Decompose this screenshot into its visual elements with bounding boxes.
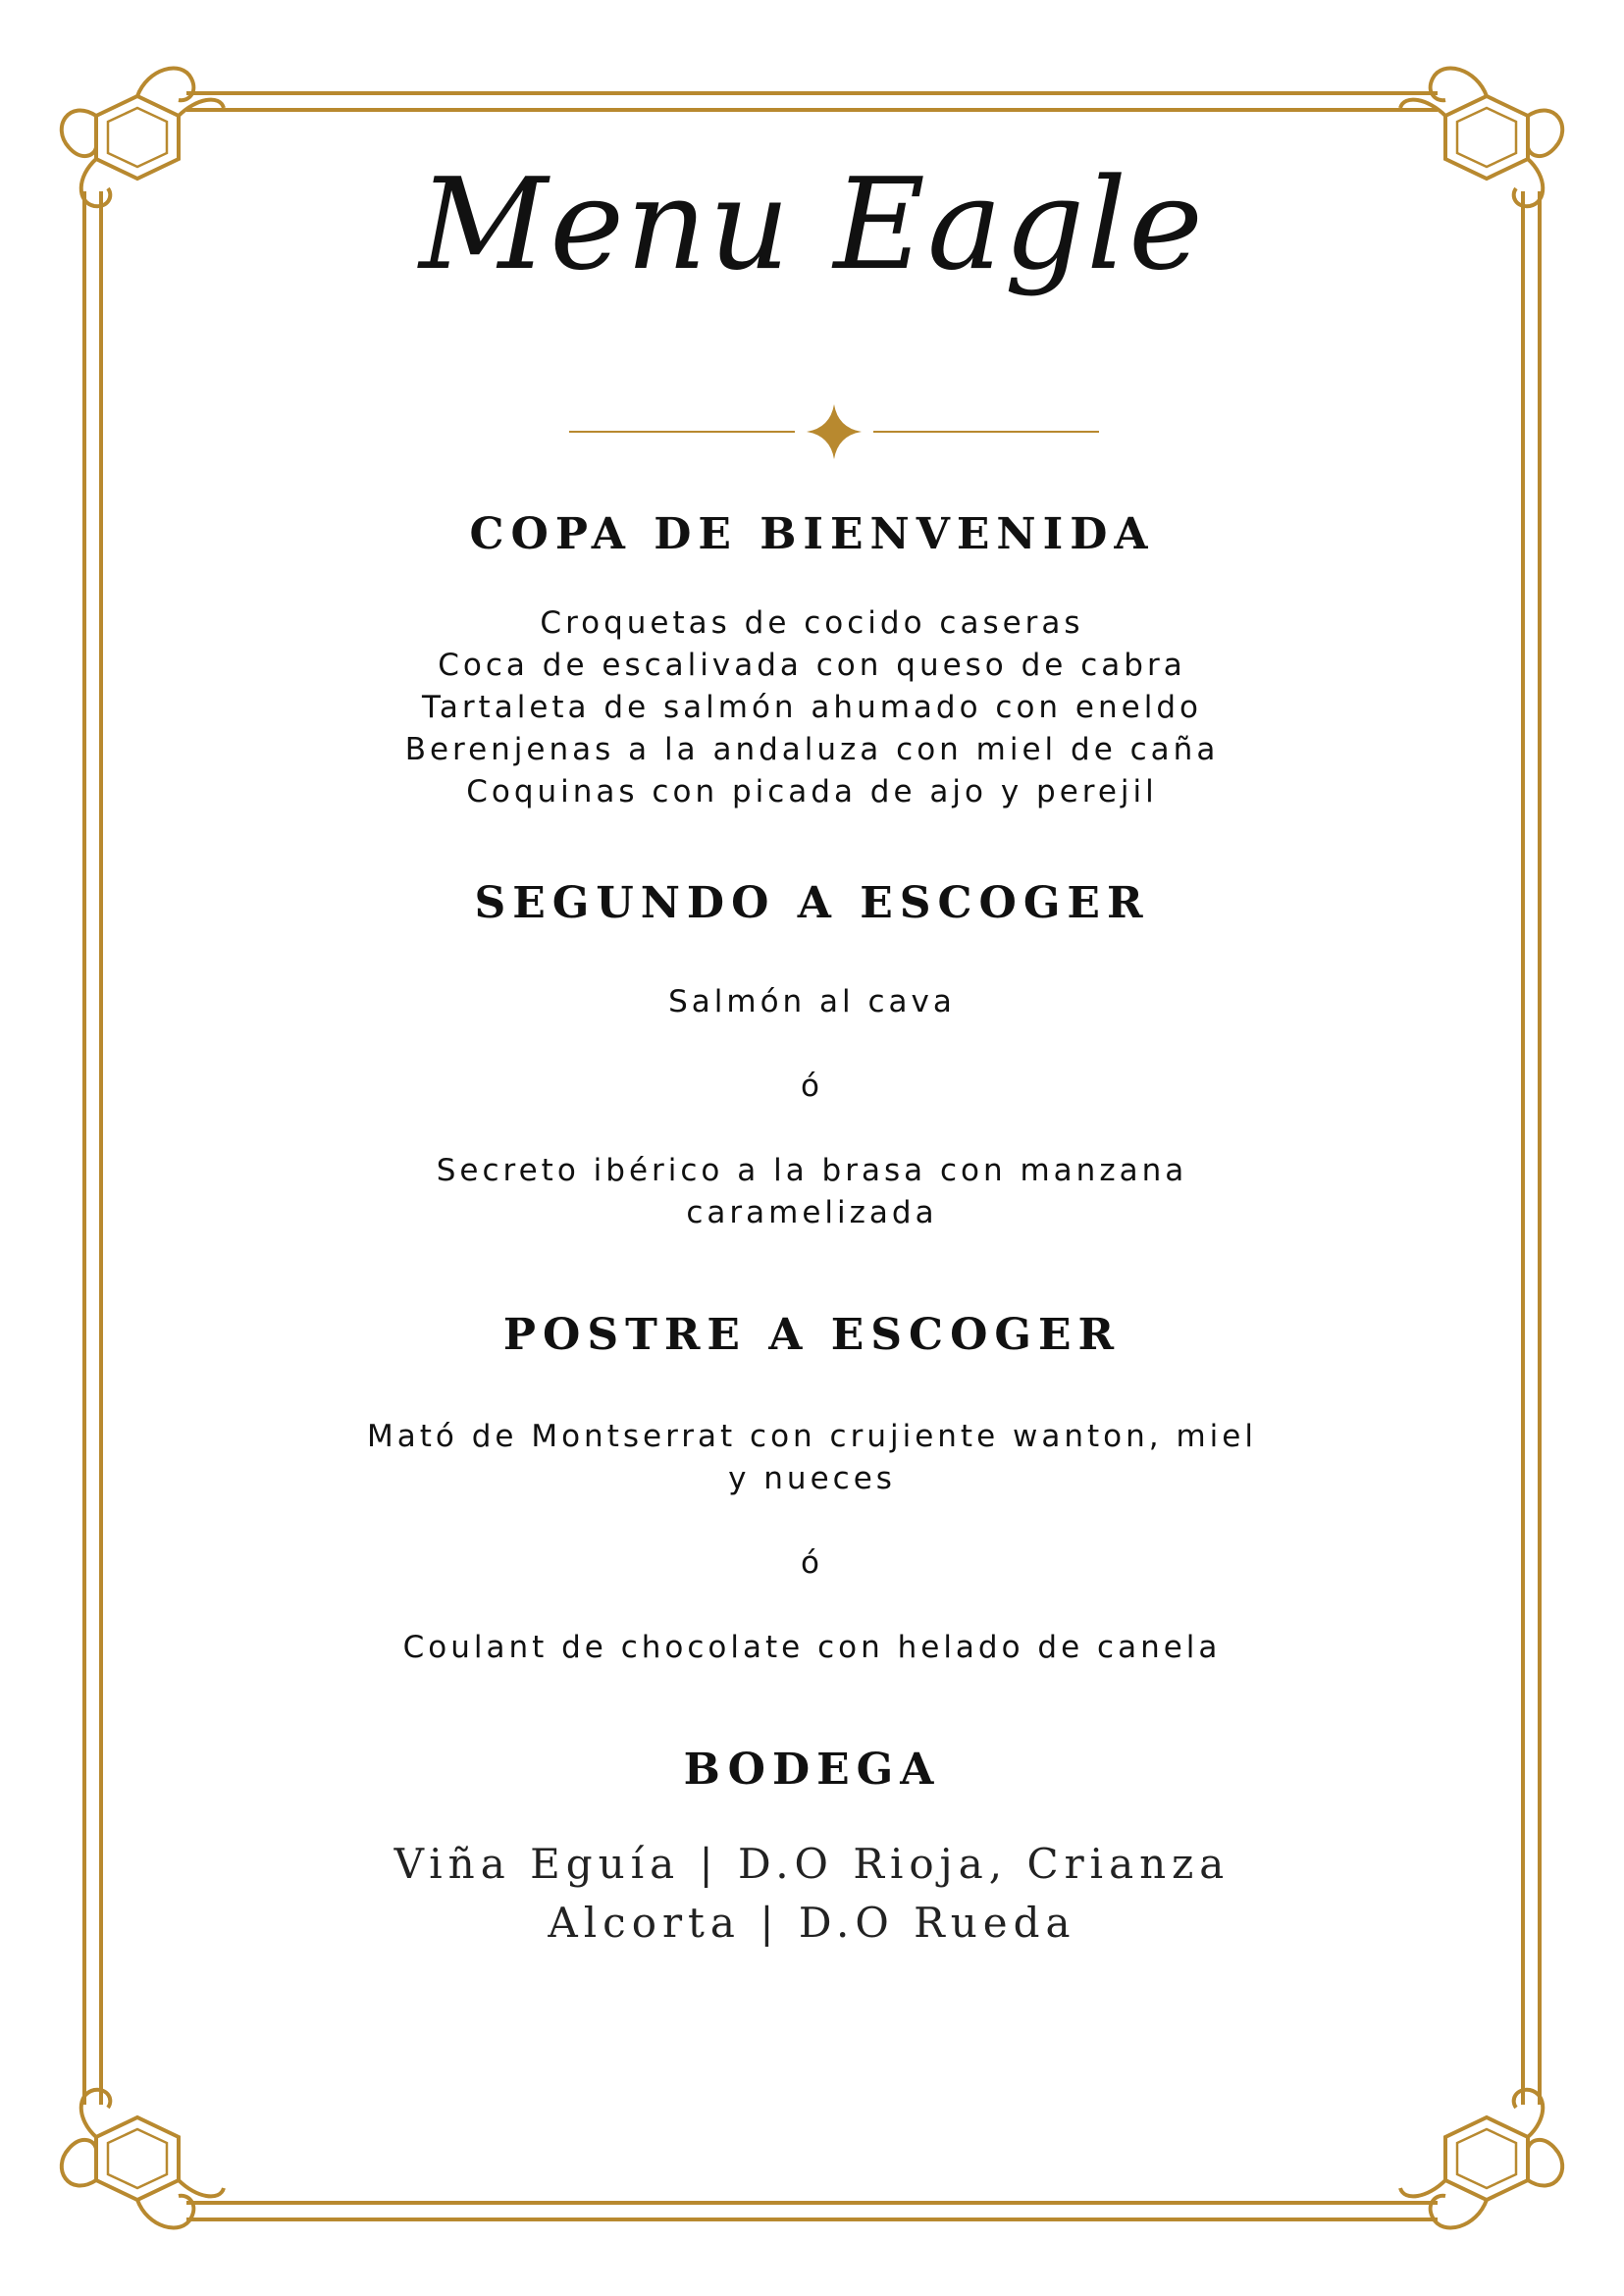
list-item: Salmón al cava: [668, 984, 956, 1019]
star-divider: [569, 402, 1099, 461]
section-heading-second-course: SEGUNDO A ESCOGER: [474, 878, 1150, 928]
welcome-items-list: [0, 602, 1624, 813]
list-item: y nueces: [728, 1461, 896, 1496]
section-heading-welcome: COPA DE BIENVENIDA: [469, 509, 1155, 559]
star-icon: [807, 404, 862, 459]
option-separator: ó: [801, 1545, 823, 1581]
menu-title: Menu Eagle: [419, 152, 1205, 298]
section-heading-cellar: BODEGA: [683, 1745, 941, 1795]
list-item: Coulant de chocolate con helado de canela: [402, 1630, 1222, 1665]
list-item: Tartaleta de salmón ahumado con eneldo: [422, 690, 1202, 725]
wine-item: Viña Eguía | D.O Rioja, Crianza: [393, 1840, 1231, 1888]
list-item: Croquetas de cocido caseras: [540, 605, 1084, 641]
corner-ornament-bottom-left: [62, 2090, 224, 2228]
list-item: Coca de escalivada con queso de cabra: [438, 648, 1186, 683]
corner-ornament-bottom-right: [1400, 2090, 1562, 2228]
wine-item: Alcorta | D.O Rueda: [548, 1899, 1076, 1947]
list-item: Berenjenas a la andaluza con miel de caña: [404, 732, 1220, 767]
option-separator: ó: [801, 1069, 823, 1104]
list-item: Coquinas con picada de ajo y perejil: [466, 774, 1158, 809]
list-item: caramelizada: [686, 1195, 938, 1230]
section-heading-dessert: POSTRE A ESCOGER: [502, 1310, 1122, 1360]
list-item: Mató de Montserrat con crujiente wanton, miel: [367, 1419, 1257, 1454]
wine-list: [0, 1835, 1624, 1953]
dessert-options: [0, 1416, 1624, 1669]
second-course-options: [0, 981, 1624, 1234]
list-item: Secreto ibérico a la brasa con manzana: [436, 1153, 1188, 1188]
